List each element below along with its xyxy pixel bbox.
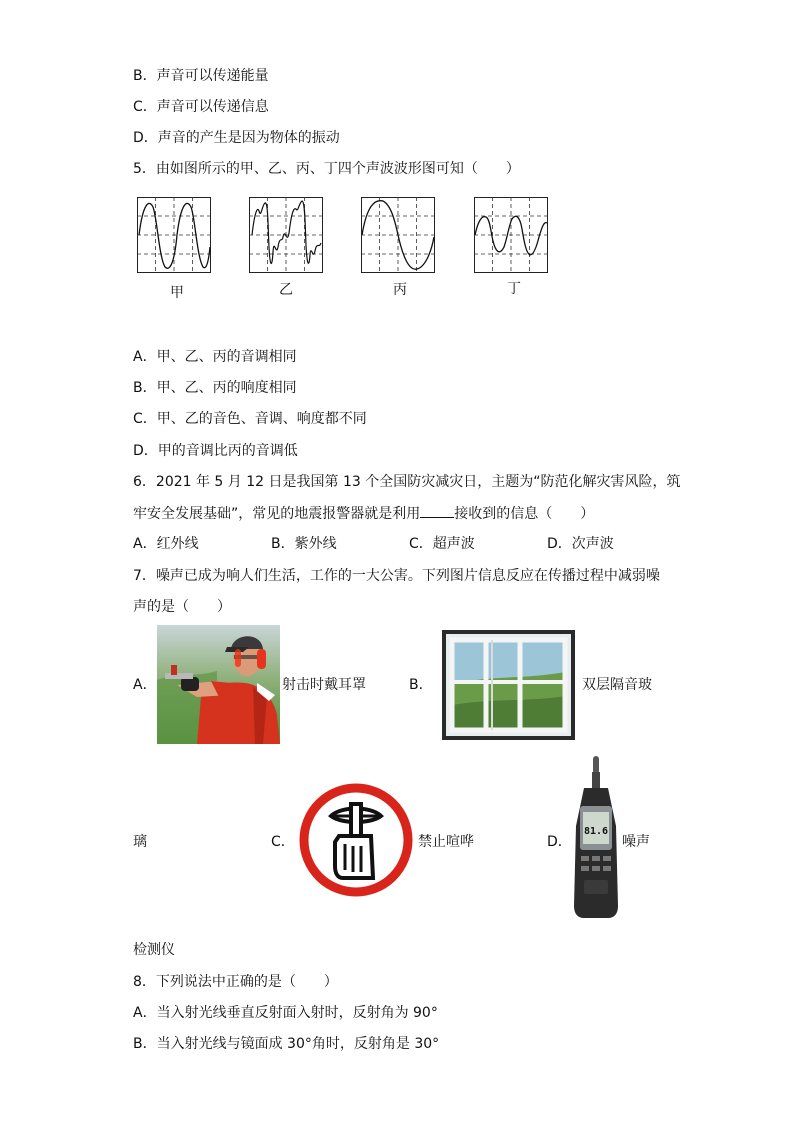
q5-option-a: A．甲、乙、丙的音调相同 (133, 349, 297, 365)
q5-stem: 5．由如图所示的甲、乙、丙、丁四个声波波形图可知（ ） (133, 161, 520, 177)
meter-reading: 81.6 (583, 826, 609, 837)
waveform-yi (249, 197, 323, 273)
q6-stem-line2-start: 牢安全发展基础”，常见的地震报警器就是利用 (133, 506, 421, 522)
q7-option-b-letter: B． (409, 677, 433, 693)
q6-option-c: C．超声波 (409, 536, 475, 552)
q6-option-a: A．红外线 (133, 536, 199, 552)
waveform-label-jia: 甲 (170, 285, 184, 301)
q8-option-b: B．当入射光线与镜面成 30°角时，反射角是 30° (133, 1036, 440, 1052)
sound-level-meter-photo (570, 756, 622, 920)
waveform-ding (474, 197, 548, 273)
q7-stem-line1: 7．噪声已成为响人们生活，工作的一大公害。下列图片信息反应在传播过程中减弱噪 (133, 568, 660, 584)
waveform-label-bing: 丙 (393, 282, 407, 298)
q7-option-c-text: 禁止喧哗 (418, 834, 474, 850)
q7-option-d-text-cont: 检测仪 (133, 942, 175, 958)
answer-blank (420, 503, 454, 518)
q8-option-a: A．当入射光线垂直反射面入射时，反射角为 90° (133, 1005, 438, 1021)
q7-option-d-text: 噪声 (622, 834, 650, 850)
q6-stem-line2 (133, 503, 594, 524)
q4-option-c: C．声音可以传递信息 (133, 99, 269, 115)
waveform-jia (137, 197, 211, 273)
q7-stem-line2: 声的是（ ） (133, 599, 231, 615)
q5-option-b: B．甲、乙、丙的响度相同 (133, 380, 297, 396)
shooter-earmuffs-photo (157, 625, 280, 744)
q5-option-d: D．甲的音调比丙的音调低 (133, 443, 298, 459)
waveform-label-ding: 丁 (507, 281, 521, 297)
q4-option-b: B．声音可以传递能量 (133, 68, 269, 84)
waveform-bing (361, 197, 435, 273)
q7-option-b-text: 双层隔音玻 (582, 677, 652, 693)
no-noise-sign-icon (295, 780, 417, 901)
q7-option-a-text: 射击时戴耳罩 (282, 677, 366, 693)
q6-option-b: B．紫外线 (271, 536, 337, 552)
q7-option-b-text-cont: 璃 (133, 834, 147, 850)
q8-stem: 8．下列说法中正确的是（ ） (133, 974, 338, 990)
q6-stem-line2-end: 接收到的信息（ ） (454, 506, 595, 522)
q6-option-d: D．次声波 (547, 536, 614, 552)
q7-option-a-letter: A． (133, 677, 157, 693)
q4-option-d: D．声音的产生是因为物体的振动 (133, 130, 340, 146)
q7-option-d-letter: D． (547, 834, 572, 850)
double-glazed-window-photo (442, 630, 575, 740)
q5-option-c: C．甲、乙的音色、音调、响度都不同 (133, 411, 367, 427)
q7-option-c-letter: C． (271, 834, 295, 850)
q6-stem-line1: 6．2021 年 5 月 12 日是我国第 13 个全国防灾减灾日，主题为“防范化解灾害风险，筑 (133, 474, 681, 490)
waveform-label-yi: 乙 (279, 282, 293, 298)
